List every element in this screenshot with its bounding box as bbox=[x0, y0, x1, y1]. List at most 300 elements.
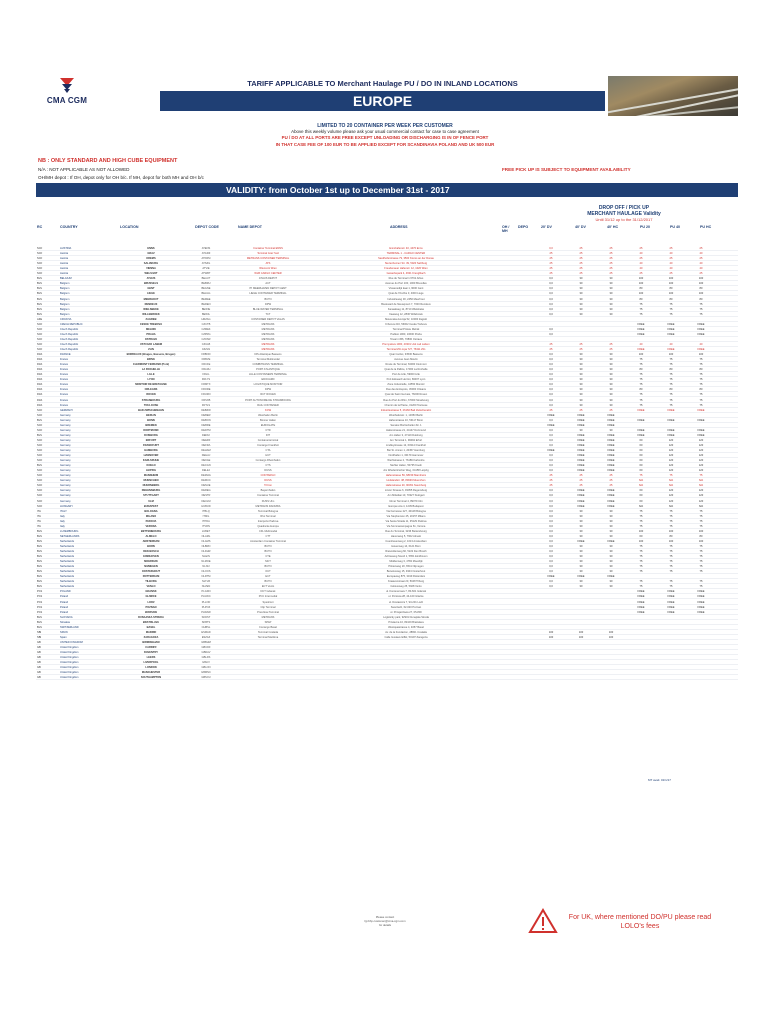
rate-cell: 30 bbox=[579, 358, 583, 362]
depot-cell: MCT bbox=[265, 560, 271, 564]
rc-cell: BLS bbox=[37, 529, 42, 533]
rate-cell: 25 bbox=[579, 257, 583, 261]
rate-cell: 30 bbox=[579, 388, 583, 392]
rate-cell: 60 bbox=[639, 464, 643, 468]
rate-cell: 75 bbox=[669, 373, 673, 377]
depot-cell: ITI MEERHAVEN DEPOT GENT bbox=[249, 287, 287, 291]
rc-cell: SCF bbox=[37, 494, 43, 498]
depot-cell: Terminal Coslada bbox=[257, 630, 279, 634]
col-size: OH / MH bbox=[502, 225, 510, 234]
rate-cell: FREE bbox=[667, 600, 675, 604]
rate-cell: 25 bbox=[609, 267, 613, 271]
rate-cell: 25 bbox=[549, 272, 553, 276]
depot-cell: TCT bbox=[265, 312, 271, 316]
rate-cell: 75 bbox=[699, 524, 703, 528]
address-cell: Avenue Jean Moulin bbox=[394, 358, 418, 362]
rc-cell: BLS bbox=[37, 544, 42, 548]
rate-cell: FREE bbox=[607, 469, 615, 473]
rate-cell: 30 bbox=[579, 393, 583, 397]
rate-cell: 75 bbox=[699, 312, 703, 316]
depot-cell: PORT AUTONOME DE STRASBOURG bbox=[245, 398, 291, 402]
rate-cell: 120 bbox=[698, 459, 704, 463]
rate-cell: 25 bbox=[549, 257, 553, 261]
address-cell: Lindleystrasse 12, 60314 Frankfurt bbox=[386, 443, 426, 447]
code-cell: ITPDA bbox=[202, 519, 210, 523]
address-cell: Boulevard de Nieuwpoort 7, 7000 Rendeux bbox=[381, 302, 431, 306]
depot-cell: Contargo Frankfurt bbox=[257, 443, 279, 447]
rate-cell: FREE bbox=[547, 449, 555, 452]
country-cell: Poland bbox=[60, 610, 69, 614]
country-cell: FRANCE bbox=[60, 353, 71, 357]
rate-cell: 30 bbox=[609, 585, 613, 589]
rate-cell: 75 bbox=[669, 302, 673, 306]
rate-cell: 40 bbox=[669, 262, 673, 266]
depot-cell: EUROGATE bbox=[260, 423, 276, 427]
rate-cell: FREE bbox=[697, 428, 705, 432]
code-cell: CZULB bbox=[201, 342, 211, 346]
rc-cell: BLS bbox=[37, 580, 42, 584]
col-puhc: PU HC bbox=[700, 225, 712, 229]
location-cell: KARLSRUHE bbox=[142, 459, 160, 463]
location-cell: DEN BOSCH bbox=[143, 550, 159, 553]
rate-cell: 75 bbox=[699, 358, 703, 362]
rate-cell: 120 bbox=[668, 454, 674, 458]
location-cell: TILBURG bbox=[145, 580, 157, 584]
location-cell: POZNAN bbox=[145, 605, 157, 609]
depot-cell: ECT Venlo bbox=[261, 585, 275, 589]
code-cell: DEDUI bbox=[201, 433, 211, 437]
rate-cell: 0,0 bbox=[549, 585, 553, 589]
depot-cell: METRANS bbox=[261, 327, 275, 331]
rate-cell: 30 bbox=[579, 398, 583, 402]
address-cell: Krbcova 216, 56002 Ceska Trebova bbox=[385, 322, 427, 326]
rate-cell: FREE bbox=[607, 438, 615, 442]
country-cell: Netherlands bbox=[60, 539, 74, 543]
code-cell: BEWIL bbox=[201, 312, 211, 316]
rate-cell: 30 bbox=[579, 282, 583, 286]
rate-cell: 60 bbox=[639, 459, 643, 463]
country-cell: Belgium bbox=[60, 312, 70, 316]
country-cell: Belgium bbox=[60, 287, 70, 291]
rate-cell: FREE bbox=[667, 595, 675, 599]
rate-cell: FREE bbox=[607, 459, 615, 463]
rate-cell: N/A bbox=[638, 484, 644, 488]
rate-cell: 0,0 bbox=[549, 383, 553, 387]
rate-cell: 0,0 bbox=[549, 277, 553, 281]
rate-cell: 100 bbox=[608, 635, 614, 639]
rc-cell: PO1 bbox=[37, 610, 43, 614]
address-cell: ul. Kontenerowa 7, 80-601 Gdansk bbox=[385, 590, 427, 594]
location-cell: MANCHESTER bbox=[141, 671, 161, 675]
rc-cell: GB bbox=[37, 666, 41, 670]
address-cell: Rue du Terminal 1 6791 Athus bbox=[388, 277, 424, 281]
address-cell: Via Ferrarese 227, 40128 Bologna bbox=[386, 509, 426, 513]
address-cell: Rue du Terminal, 3236 Bettembourg bbox=[385, 529, 427, 533]
country-cell: Germany bbox=[60, 413, 71, 417]
na-note: N/A : NOT APPLICABLE AS NOT ALLOWED bbox=[38, 167, 130, 172]
location-cell: ULM bbox=[148, 499, 154, 503]
code-cell: FRLRH bbox=[201, 368, 211, 372]
depot-cell: METRANS bbox=[261, 337, 275, 341]
rc-cell: SCF bbox=[37, 438, 43, 442]
address-cell: Sandhoferstrasse 79, 3500 Krems an der Donau bbox=[378, 257, 434, 261]
mt-avail-note: MT avail. 01/1/17 bbox=[648, 778, 671, 782]
country-cell: United Kingdom bbox=[60, 656, 79, 660]
depot-cell: METRANS bbox=[261, 348, 275, 351]
rate-cell: 75 bbox=[639, 363, 643, 367]
depot-cell: CTA bbox=[265, 449, 271, 452]
col-country: COUNTRY bbox=[60, 225, 78, 229]
location-cell: GLIWICE bbox=[145, 595, 157, 599]
country-cell: Czech Republic bbox=[60, 327, 79, 331]
code-cell: FRURO bbox=[201, 393, 211, 397]
rc-cell: BLS bbox=[37, 307, 42, 311]
code-cell: BEMEE bbox=[201, 297, 211, 301]
rate-cell: 40 bbox=[639, 267, 643, 271]
rc-cell: SCF bbox=[37, 469, 43, 473]
address-cell: Industrieweg 30, 2450 Meerhout bbox=[387, 297, 425, 301]
rc-cell: BLS bbox=[37, 464, 42, 468]
location-cell: FRANKFURT bbox=[143, 443, 159, 447]
rate-cell: 75 bbox=[699, 302, 703, 306]
depot-cell: Terminal Graz Sud bbox=[257, 252, 279, 256]
depot-cell: CTT bbox=[265, 534, 271, 538]
rc-cell: SCF bbox=[37, 252, 43, 256]
rate-cell: 100 bbox=[638, 277, 644, 281]
rate-cell: FREE bbox=[607, 494, 615, 498]
code-cell: FRMTX bbox=[201, 383, 211, 387]
depot-cell: Containerterminal bbox=[257, 438, 279, 442]
rc-cell: BLS bbox=[37, 555, 42, 559]
rate-cell: 0,0 bbox=[549, 312, 553, 316]
col-pu20: PU 20 bbox=[640, 225, 650, 229]
rate-cell: 30 bbox=[609, 292, 613, 296]
rate-cell: 75 bbox=[639, 550, 643, 553]
rate-cell: 40 bbox=[699, 252, 703, 256]
address-cell: Havenweg 5, 7602 Almelo bbox=[390, 534, 422, 538]
rate-cell: 0,0 bbox=[549, 565, 553, 569]
location-cell: VIENNA bbox=[146, 267, 156, 271]
address-cell: Celsiusweg 25, 5928 Venlo bbox=[390, 585, 422, 589]
address-cell: Bei St. Annen 1, 20457 Hamburg bbox=[387, 449, 425, 452]
code-cell: DEBON bbox=[201, 418, 211, 422]
rc-cell: BLS bbox=[37, 287, 42, 291]
rate-cell: 25 bbox=[609, 408, 613, 412]
rate-cell: FREE bbox=[637, 600, 645, 604]
rate-cell: 75 bbox=[639, 544, 643, 548]
country-cell: AUSTRIA bbox=[60, 247, 72, 250]
rc-cell: BLS bbox=[37, 534, 42, 538]
rate-cell: FREE bbox=[577, 418, 585, 422]
rate-cell: FREE bbox=[607, 499, 615, 503]
country-cell: Belgium bbox=[60, 292, 70, 296]
rc-cell: BLS bbox=[37, 539, 42, 543]
location-cell: BERLIN bbox=[146, 413, 156, 417]
depot-cell: CTD bbox=[265, 428, 271, 432]
rc-cell: ITA bbox=[37, 524, 41, 528]
rc-cell: FRA bbox=[37, 363, 43, 367]
rate-cell: 25 bbox=[609, 484, 613, 488]
rate-cell: FREE bbox=[607, 423, 615, 427]
rate-cell: 120 bbox=[668, 459, 674, 463]
depot-cell: Bayernhafen bbox=[260, 489, 276, 493]
rate-cell: FREE bbox=[577, 499, 585, 503]
rate-cell: 0,0 bbox=[549, 499, 553, 503]
rate-cell: 120 bbox=[668, 489, 674, 493]
location-cell: WELS/VAT bbox=[144, 272, 158, 276]
address-cell: Rue des Entrepots, 45000 Orleans bbox=[386, 388, 426, 392]
location-cell: MELNIK bbox=[146, 327, 156, 331]
code-cell: NLAML bbox=[201, 534, 211, 538]
rate-cell: 100 bbox=[548, 630, 554, 634]
address-cell: Westquaistrasse 4, 4057 Basel bbox=[388, 625, 424, 629]
code-cell: FRCFE bbox=[201, 363, 211, 367]
location-cell: WIELSBEKE bbox=[143, 307, 159, 311]
notice-limit: LIMITED TO 20 CONTAINER PER WEEK PER CUSTOMER bbox=[317, 123, 453, 129]
depot-cell: DUSS bbox=[264, 479, 272, 483]
rate-cell: FREE bbox=[577, 489, 585, 493]
rc-cell: BLS bbox=[37, 302, 42, 306]
rate-cell: 25 bbox=[549, 342, 553, 346]
rate-cell: 25 bbox=[579, 408, 583, 412]
rate-cell: 75 bbox=[699, 565, 703, 569]
rate-cell: FREE bbox=[607, 464, 615, 468]
code-cell: DEREG bbox=[201, 489, 211, 493]
rate-cell: 80 bbox=[669, 534, 673, 538]
dropoff-note: Until 31/12 up to the 31/12/2017 bbox=[595, 217, 653, 222]
rate-cell: 75 bbox=[669, 358, 673, 362]
rate-cell: 30 bbox=[609, 428, 613, 432]
location-cell: DUISBURG bbox=[144, 433, 158, 437]
code-cell: LUBET bbox=[201, 529, 211, 533]
rate-cell: 100 bbox=[668, 277, 674, 281]
rate-cell: 25 bbox=[549, 262, 553, 266]
rate-cell: N/A bbox=[698, 504, 704, 508]
rate-cell: 25 bbox=[609, 252, 613, 256]
rate-cell: 75 bbox=[639, 555, 643, 559]
rate-cell: FREE bbox=[577, 464, 585, 468]
rate-cell: 40 bbox=[639, 252, 643, 256]
rc-cell: SCF bbox=[37, 504, 43, 508]
rc-cell: SCF bbox=[37, 408, 43, 412]
location-cell: LODZ bbox=[147, 600, 155, 604]
rate-cell: FREE bbox=[637, 605, 645, 609]
location-cell: ENNS bbox=[147, 247, 155, 250]
rate-cell: 75 bbox=[669, 509, 673, 513]
rate-cell: 30 bbox=[579, 307, 583, 311]
rate-cell: 40 bbox=[699, 262, 703, 266]
country-cell: Austria bbox=[60, 272, 69, 276]
col-20dv: 20' DV bbox=[541, 225, 552, 229]
rate-cell: 30 bbox=[609, 403, 613, 407]
address-cell: Prístavna 10, 82109 Bratislava bbox=[388, 620, 424, 624]
rate-cell: N/A bbox=[668, 484, 674, 488]
country-cell: Italy bbox=[60, 519, 65, 523]
location-cell: MONTOIR DE BRETAGNE bbox=[135, 383, 167, 387]
country-cell: Czech Republic bbox=[60, 332, 79, 336]
depot-cell: DPW bbox=[264, 388, 272, 392]
address-cell: Gewerbepark 4, 4631 Krenglbach bbox=[386, 272, 426, 276]
code-cell: DELEJ bbox=[201, 469, 211, 473]
rate-cell: 30 bbox=[579, 509, 583, 513]
rate-cell: 75 bbox=[669, 363, 673, 367]
rc-cell: SCF bbox=[37, 423, 43, 427]
rate-cell: 25 bbox=[579, 474, 583, 478]
rate-cell: 120 bbox=[668, 494, 674, 498]
rate-cell: 75 bbox=[699, 403, 703, 407]
address-cell: Am Terminal 1, 99092 Erfurt bbox=[389, 438, 423, 442]
country-cell: Germany bbox=[60, 449, 71, 452]
rate-cell: 25 bbox=[699, 272, 703, 276]
rate-cell: 80 bbox=[639, 297, 643, 301]
rate-cell: 30 bbox=[579, 585, 583, 589]
rate-cell: 75 bbox=[639, 474, 643, 478]
title-band bbox=[160, 75, 605, 117]
depot-cell: Contargo Rheinhafen bbox=[255, 459, 281, 463]
rate-cell: 75 bbox=[699, 570, 703, 574]
rate-cell: 30 bbox=[579, 565, 583, 569]
address-cell: Europa utca 4, 1239 Budapest bbox=[388, 504, 424, 508]
rate-cell: FREE bbox=[637, 408, 645, 412]
address-cell: Am Mittelkai 10, 70327 Stuttgart bbox=[387, 494, 425, 498]
depot-cell: Terminal Maritima bbox=[257, 635, 279, 639]
rate-cell: 120 bbox=[698, 449, 704, 452]
rc-cell: SCF bbox=[37, 348, 43, 351]
depot-cell: CONTARGO bbox=[260, 474, 276, 478]
rc-cell: SCF bbox=[37, 454, 43, 458]
location-cell: BIRMINGHAM bbox=[142, 640, 160, 644]
location-cell: GDANSK bbox=[145, 590, 157, 594]
address-cell: Logisticky park, 92901 Dunajska Streda bbox=[383, 615, 429, 619]
location-cell: KOELN bbox=[146, 464, 156, 468]
address-cell: Havenweg 14, 6121 Born bbox=[391, 544, 421, 548]
depot-cell: METRANS bbox=[261, 615, 275, 619]
rate-cell: 100 bbox=[578, 630, 584, 634]
rate-cell: 30 bbox=[609, 368, 613, 372]
rate-cell: FREE bbox=[667, 610, 675, 614]
rc-cell: SCF bbox=[37, 474, 43, 478]
rate-cell: 30 bbox=[609, 358, 613, 362]
rate-cell: 25 bbox=[579, 247, 583, 250]
rc-cell: BLS bbox=[37, 560, 42, 564]
code-cell: GBLON bbox=[201, 666, 211, 670]
rate-cell: N/A bbox=[638, 504, 644, 508]
rate-cell: FREE bbox=[667, 322, 675, 326]
rate-cell: 25 bbox=[549, 348, 553, 351]
rate-cell: 75 bbox=[669, 580, 673, 584]
country-cell: BELGIUM bbox=[60, 277, 72, 281]
country-cell: Italy bbox=[60, 514, 65, 518]
rate-cell: 30 bbox=[579, 524, 583, 528]
rate-cell: FREE bbox=[697, 590, 705, 594]
rc-cell: BLS bbox=[37, 292, 42, 296]
rate-cell: FREE bbox=[637, 590, 645, 594]
rate-cell: 30 bbox=[579, 519, 583, 523]
country-cell: Austria bbox=[60, 262, 69, 266]
rate-cell: 0,0 bbox=[549, 504, 553, 508]
rate-cell: 75 bbox=[669, 378, 673, 382]
location-cell: ZLIN bbox=[148, 348, 154, 351]
rate-cell: 30 bbox=[579, 353, 583, 357]
depot-cell: Terminal Bologna bbox=[257, 509, 279, 513]
country-cell: France bbox=[60, 403, 69, 407]
address-cell: Zone Industrielle, 44550 Montoir bbox=[387, 383, 425, 387]
depot-cell: Clip Terminal bbox=[260, 605, 276, 609]
address-cell: Vrasenedijk kaai 1, 9000 Gent bbox=[388, 287, 424, 291]
country-cell: GERMANY bbox=[60, 408, 74, 412]
rate-cell: 75 bbox=[639, 398, 643, 402]
contact-note bbox=[330, 915, 440, 927]
code-cell: GBDAV bbox=[201, 651, 211, 654]
dropoff-header bbox=[510, 205, 738, 223]
address-cell: Beneluxweg 15, 4904 Oosterhout bbox=[386, 570, 426, 574]
rate-cell: 60 bbox=[639, 499, 643, 503]
rate-cell: FREE bbox=[667, 332, 675, 336]
rate-cell: 80 bbox=[699, 534, 703, 538]
code-cell: FRSXB bbox=[201, 398, 211, 402]
free-pickup-note: FREE PICK UP IS SUBJECT TO EQUIPMENT AVAILABILITY bbox=[502, 167, 631, 172]
rate-cell: 30 bbox=[609, 287, 613, 291]
rate-cell: 0,0 bbox=[549, 469, 553, 473]
rate-cell: 30 bbox=[609, 378, 613, 382]
rate-cell: 75 bbox=[669, 519, 673, 523]
location-cell: BRATISLAVA bbox=[142, 620, 160, 624]
rate-cell: 25 bbox=[549, 408, 553, 412]
rc-cell: SCF bbox=[37, 332, 43, 336]
rate-cell: 120 bbox=[668, 464, 674, 468]
code-cell: HUBUD bbox=[201, 504, 211, 508]
rate-cell: 75 bbox=[639, 509, 643, 513]
rate-cell: 25 bbox=[549, 484, 553, 488]
rate-cell: 30 bbox=[579, 302, 583, 306]
rc-cell: SCF bbox=[37, 337, 43, 341]
rate-cell: 0,0 bbox=[549, 247, 553, 250]
rate-cell: 0,0 bbox=[549, 373, 553, 377]
location-cell: MUENCHEN bbox=[143, 479, 159, 483]
rc-cell: BLS bbox=[37, 277, 42, 281]
rate-cell: 30 bbox=[579, 529, 583, 533]
depot-cell: KCW bbox=[264, 408, 272, 412]
code-cell: NLVEN bbox=[201, 585, 211, 589]
rate-cell: FREE bbox=[577, 469, 585, 473]
rate-cell: 75 bbox=[639, 560, 643, 564]
location-cell: LIVERPOOL bbox=[143, 661, 159, 665]
col-40hc: 40' HC bbox=[607, 225, 619, 229]
rc-cell: SBI bbox=[37, 635, 42, 639]
rc-cell: BLS bbox=[37, 297, 42, 301]
col-rc: RC bbox=[37, 225, 43, 229]
rate-cell: 30 bbox=[609, 312, 613, 316]
depot-cell: BCTN bbox=[264, 544, 272, 548]
depot-cell: Interporto Padova bbox=[257, 519, 279, 523]
rate-cell: 30 bbox=[609, 297, 613, 301]
rate-cell: 0,0 bbox=[549, 287, 553, 291]
country-cell: Slovakia bbox=[60, 620, 70, 624]
rc-cell: PO1 bbox=[37, 595, 43, 599]
rc-cell: ITA bbox=[37, 509, 41, 513]
rate-cell: 75 bbox=[669, 570, 673, 574]
rate-cell: 30 bbox=[579, 550, 583, 553]
location-cell: HANNOVER bbox=[143, 454, 159, 458]
rate-cell: 75 bbox=[639, 585, 643, 589]
location-cell: CLERMONT FERRAND (Pont) bbox=[132, 363, 170, 367]
rate-cell: 30 bbox=[609, 534, 613, 538]
rc-cell: GB bbox=[37, 661, 41, 665]
rate-cell: FREE bbox=[577, 449, 585, 452]
rate-cell: 0,0 bbox=[549, 302, 553, 306]
address-cell: Terminal Pristav Melnik bbox=[392, 327, 420, 331]
rate-cell: 100 bbox=[698, 277, 704, 281]
